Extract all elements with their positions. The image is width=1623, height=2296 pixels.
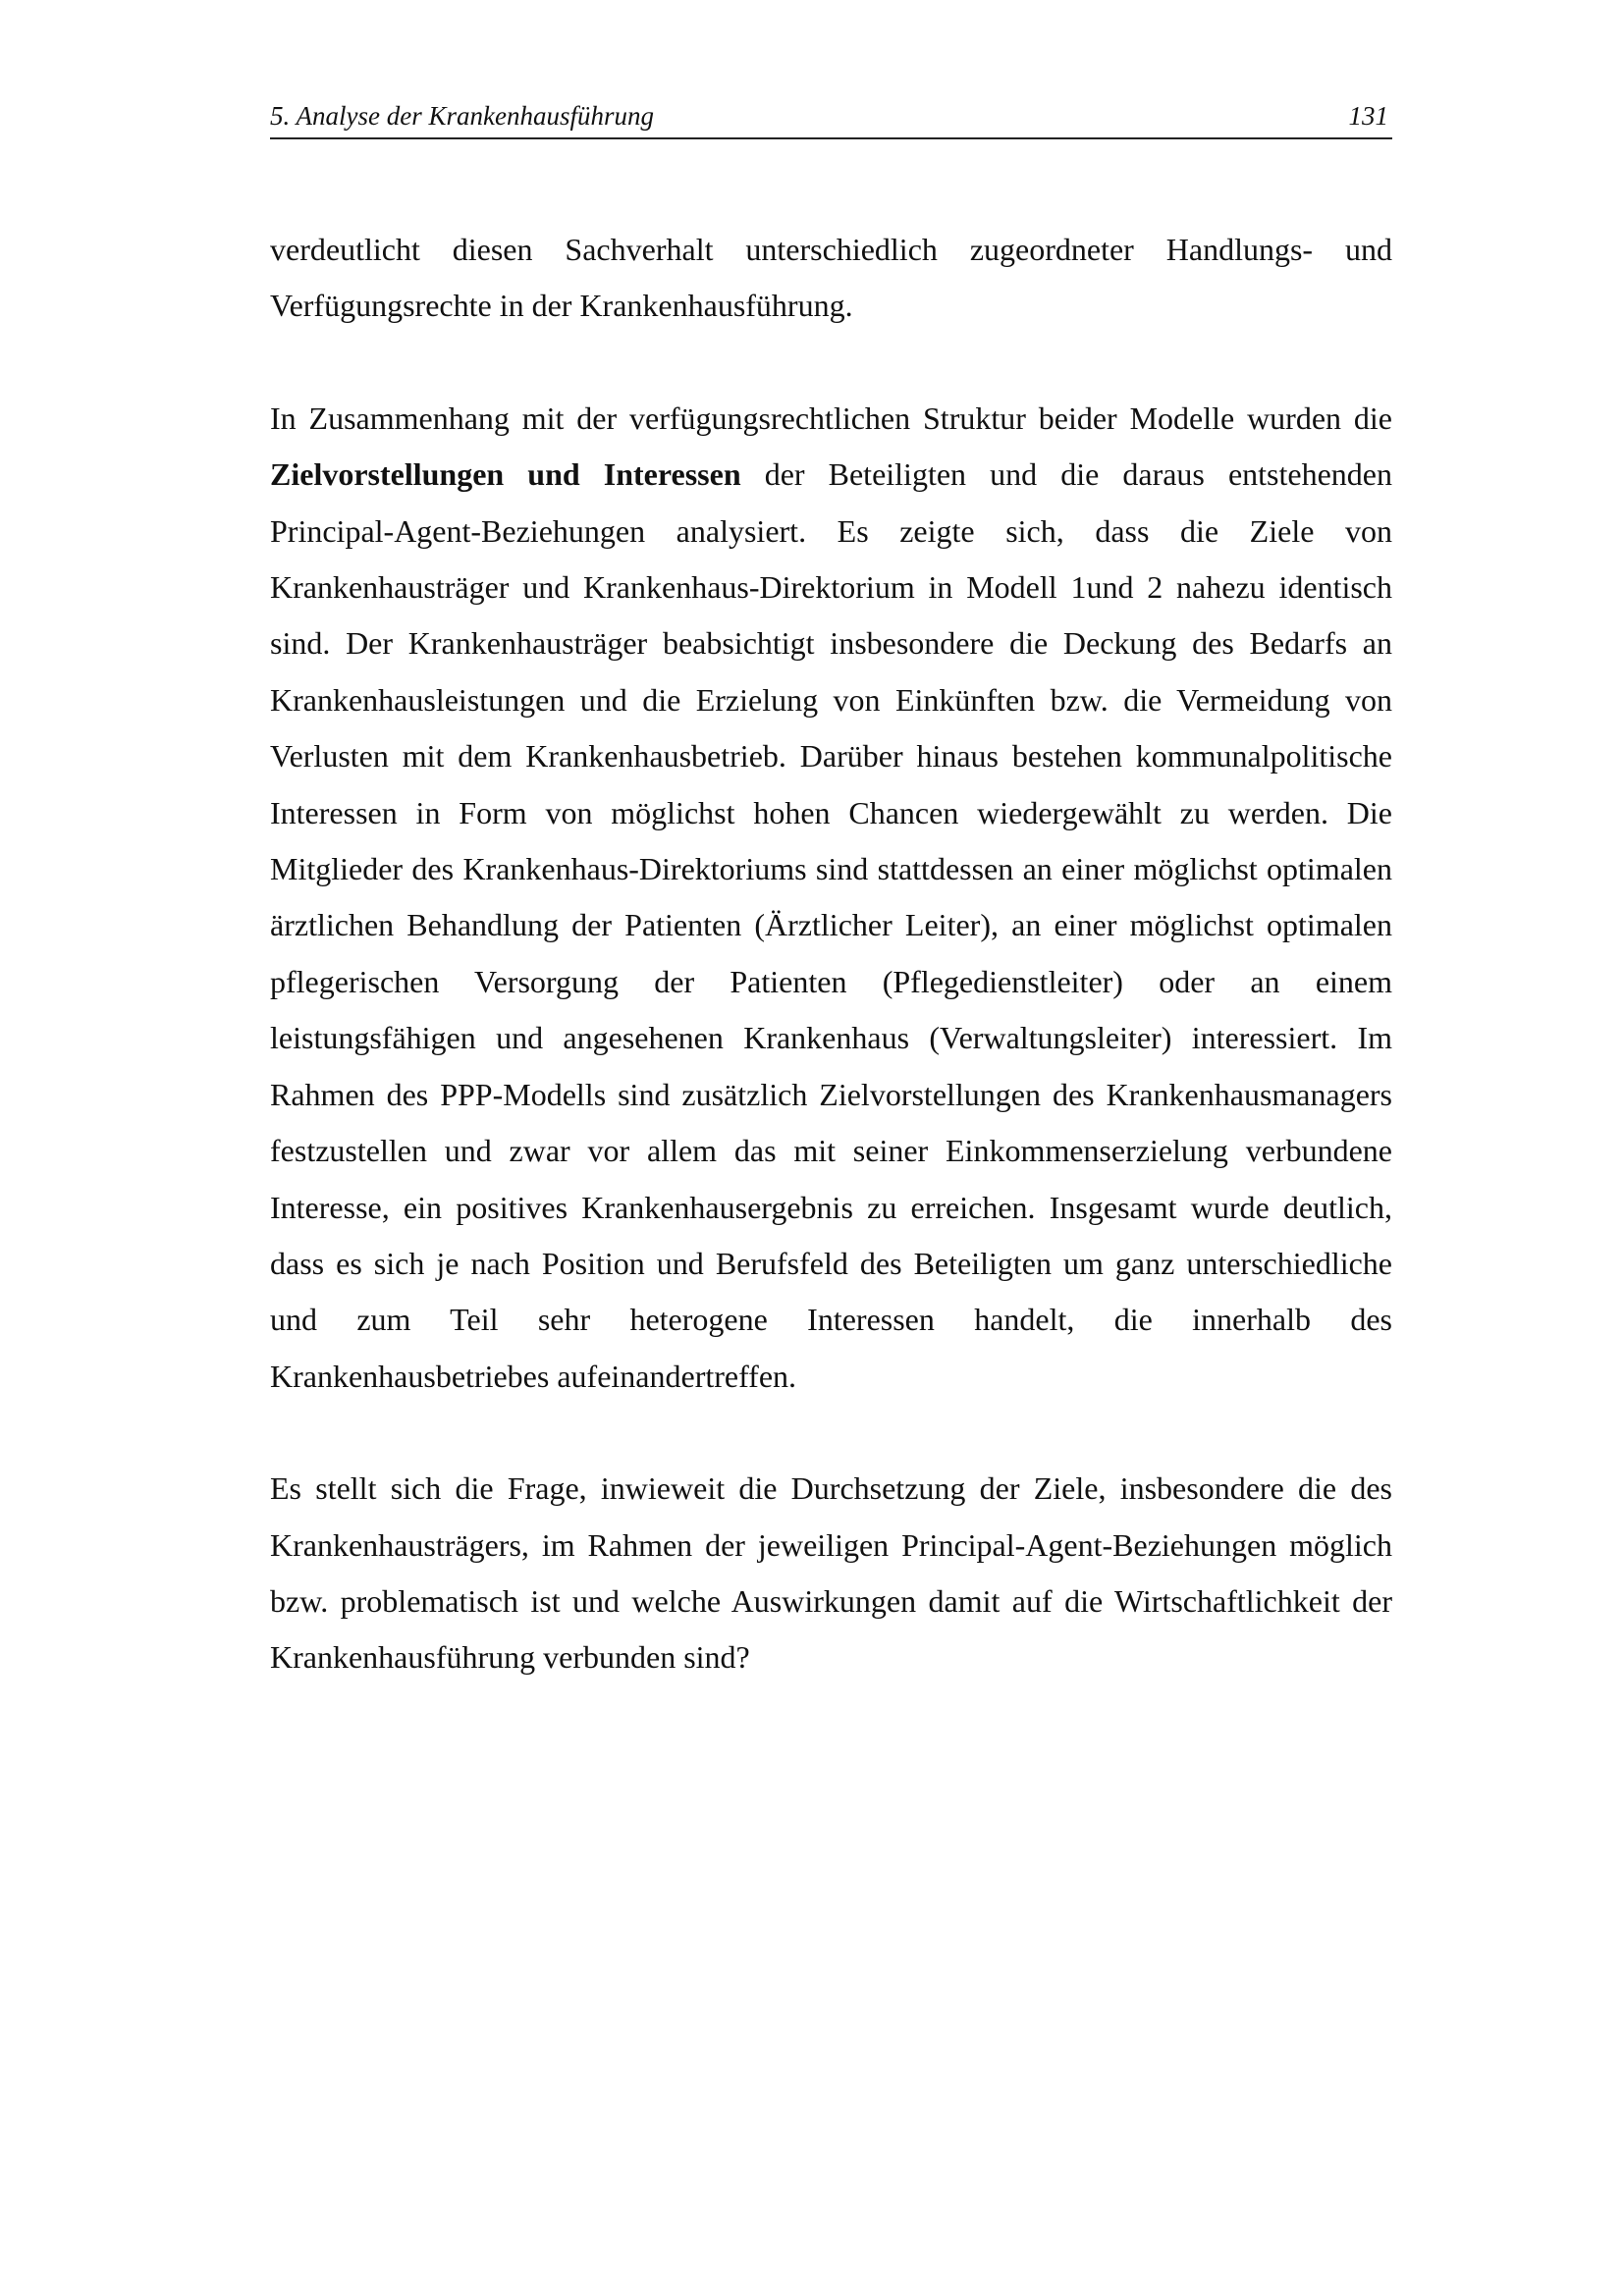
paragraph-2-rest: der Beteiligten und die daraus entstehenden Principal-Agent-Beziehungen analysiert. Es zeigte sich, dass die Ziele von Krankenhausträger und Krankenhaus-Direktorium in Modell 1und 2 nahezu identisch sind. Der Krankenhausträger beabsichtigt insbesondere die Deckung des Bedarfs an Krankenhausleistungen und die Erzielung von Einkünften bzw. die Vermeidung von Verlusten mit dem Krankenhausbetrieb. Darüber hinaus bestehen kommunalpolitische Interessen in Form von möglichst hohen Chancen wiedergewählt zu werden. Die Mitglieder des Krankenhaus-Direktoriums sind stattdessen an einer möglichst optimalen ärztlichen Behandlung der Patienten (Ärztlicher Leiter), an einer möglichst optimalen pflegerischen Versorgung der Patienten (Pflegedienstleiter) oder an einem leistungsfähigen und angesehenen Krankenhaus (Verwaltungsleiter) interessiert. Im Rahmen des PPP-Modells sind zusätzlich Zielvorstellungen des Krankenhausmanagers festzustellen und zwar vor allem das mit seiner Einkommenserzielung verbundene Interesse, ein positives Krankenhausergebnis zu erreichen. Insgesamt wurde deutlich, dass es sich je nach Position und Berufsfeld des Beteiligten um ganz unterschiedliche und zum Teil sehr heterogene Interessen handelt, die innerhalb des Krankenhausbetriebes aufeinandertreffen. <box>270 456 1392 1394</box>
emphasis-goals-interests: Zielvorstellungen und Interessen <box>270 456 741 493</box>
paragraph-2 <box>270 391 1392 1405</box>
body-text <box>270 222 1392 1686</box>
paragraph-3: Es stellt sich die Frage, inwieweit die Durchsetzung der Ziele, insbesondere die des Krankenhausträgers, im Rahmen der jeweiligen Principal-Agent-Beziehungen möglich bzw. problematisch ist und welche Auswirkungen damit auf die Wirtschaftlichkeit der Krankenhausführung verbunden sind? <box>270 1470 1392 1676</box>
paragraph-1: verdeutlicht diesen Sachverhalt unterschiedlich zugeordneter Handlungs- und Verfügungsrechte in der Krankenhausführung. <box>270 232 1392 324</box>
paragraph-2-lead: In Zusammenhang mit der verfügungsrechtlichen Struktur beider Modelle wurden die <box>270 400 1392 436</box>
page-number: 131 <box>1348 101 1388 131</box>
running-header <box>270 96 1392 139</box>
chapter-title: 5. Analyse der Krankenhausführung <box>270 101 654 131</box>
